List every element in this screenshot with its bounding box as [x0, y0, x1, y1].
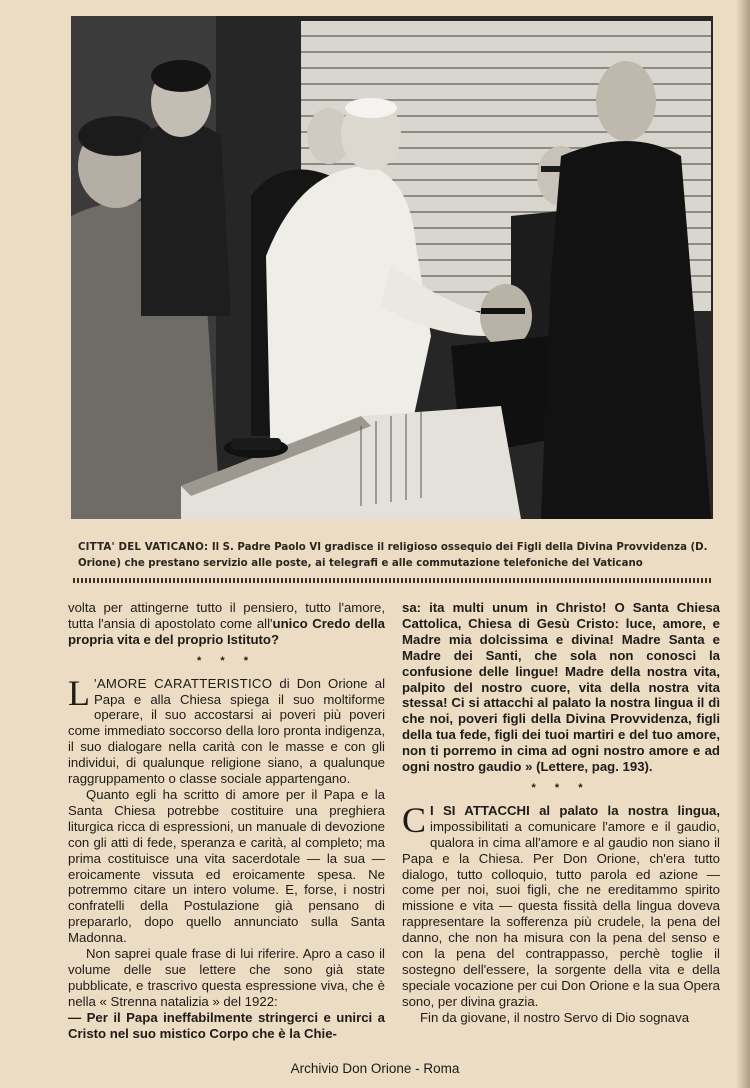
left-paragraph-5: — Per il Papa ineffabilmente stringerci e unirci a Cristo nel suo mistico Corpo che è la Chie-: [68, 1009, 385, 1041]
left-paragraph-1: [68, 600, 385, 648]
photograph: [71, 16, 713, 519]
left-paragraph-4: Non saprei quale frase di lui riferire. Apro a caso il volume delle sue lettere che sono già state pubblicate, e trascrivo questa espressione viva, che è nella « Strenna natalizia » del 1922:: [68, 946, 385, 1009]
archive-footer: Archivio Don Orione - Roma: [290, 1061, 460, 1076]
left-p1-bold: unico Credo della propria vita e del proprio Istituto?: [68, 615, 385, 647]
right-p2-text: impossibilitati a comunicare l'amore e il gaudio, qualora in cima all'amore e al gaudio non siano il Papa e la Chiesa. Per Don Orione, ch'era tutto dialogo, tutto colloquio, tutto parola ed azione — come per noi, suoi figli, che ne ereditammo spirito missione e vita — questa fissità della lingua doveva rappresentare la sofferenza più crudele, la pena del danno, che non ha misura con la pena del senso e con la pena del contrappasso, perchè toglie il sostegno dell'essere, la sorgente della vita e della speciale vocazione per cui Don Orione e la sua Opera sono, per divina grazia.: [402, 818, 720, 1009]
dashed-divider: [73, 578, 713, 583]
caption-location: CITTA' DEL VATICANO:: [78, 542, 209, 553]
right-paragraph-2: [402, 799, 720, 1010]
left-p2-text: di Don Orione al Papa e alla Chiesa spiega il suo moltiforme operare, il suo accostarsi ai poveri più poveri come immediato soccorso della loro pronta indigenza, il suo dialogare nella carità con le masse e con gli individui, di qualunque religione siano, a qualunque raggruppamento o classe sociale appartengano.: [68, 675, 385, 787]
caption-text: Il S. Padre Paolo VI gradisce il religioso ossequio dei Figli della Divina Provvidenza (D. Orione) che prestano servizio alle poste, ai telegrafi e alle commutazione telefoniche del Vaticano: [78, 542, 708, 569]
right-paragraph-3: Fin da giovane, il nostro Servo di Dio sognava: [420, 1009, 690, 1025]
left-paragraph-2: [68, 672, 385, 787]
section-separator-right: * * *: [531, 781, 591, 794]
section-separator-left: * * *: [197, 654, 256, 667]
left-p2-smallcaps: 'AMORE CARATTERISTICO: [94, 675, 273, 691]
dropcap-c: C: [402, 799, 427, 840]
photo-caption: [78, 540, 718, 572]
left-p1-text: volta per attingerne tutto il pensiero, tutto l'amore, tutta l'ansia di apostolato come all': [68, 600, 385, 631]
left-column: [68, 600, 385, 1041]
dropcap-l: L: [68, 672, 90, 713]
right-p2-bold: I SI ATTACCHI al palato la nostra lingua,: [430, 802, 720, 818]
right-paragraph-1: [402, 600, 720, 775]
right-p1-ref: (Lettere, pag. 193).: [532, 759, 653, 775]
right-column: [402, 600, 720, 1026]
photo-scene: [71, 16, 713, 519]
right-p1-bold: sa: ita multi unum in Christo! O Santa Chiesa Cattolica, Chiesa di Gesù Cristo: luce, amore, e Madre mia dolcissima e divina! Madre Santa e Madre dei Santi, che sola non conosci la confusione delle lingue! Madre della nostra vita, palpito del nostro cuore, vita della nostra vita stessa! Ci si attacchi al palato la nostra lingua il dì che noi, poveri figli della Divina Provvidenza, figli della tua fede, figli dei tuoi martiri e del tuo amore, non ti porremo in cima ad ogni nostro amore e ad ogni nostro gaudio »: [402, 600, 720, 775]
page-edge-shadow: [736, 0, 750, 1088]
left-paragraph-3: Quanto egli ha scritto di amore per il Papa e la Santa Chiesa potrebbe costituire una preghiera liturgica ricca di espressioni, un manuale di devozione con gli atti di fede, speranza e carità, al completo; ma prima costituisce una vita sacerdotale — la sua — eroicamente vissuta ed eroicamente spesa. Ne potremmo citare un intero volume. E, forse, i nostri confratelli della Postulazione già pensano di prepararlo, dopo quello annunciato sulla Santa Madonna.: [68, 786, 385, 946]
